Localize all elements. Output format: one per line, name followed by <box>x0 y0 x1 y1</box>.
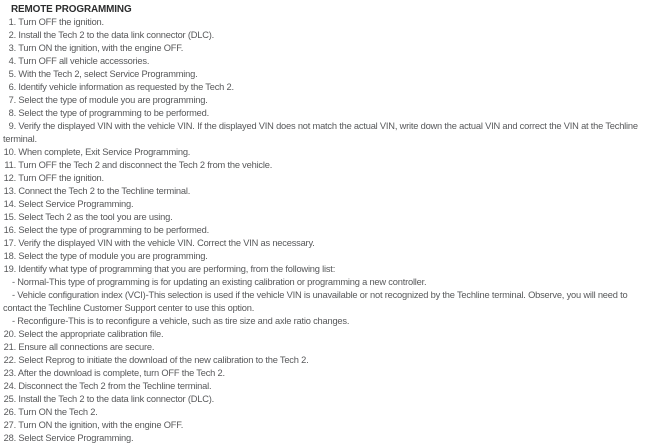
step-number: 10. <box>3 147 16 157</box>
step-number: 17. <box>3 238 16 248</box>
step-number: 2. <box>8 30 16 40</box>
step-item: 23. After the download is complete, turn OFF the Tech 2. <box>3 368 225 378</box>
step-item: 21. Ensure all connections are secure. <box>3 342 155 352</box>
step-number: 14. <box>3 199 16 209</box>
step-item: 18. Select the type of module you are programming. <box>3 251 208 261</box>
step-number: 24. <box>3 381 16 391</box>
step-item: 6. Identify vehicle information as requested by the Tech 2. <box>3 81 647 94</box>
step-item: 9. Verify the displayed VIN with the vehicle VIN. If the displayed VIN does not match the actual VIN, write down the actual VIN and correct the VIN at the Techline terminal. <box>3 121 638 144</box>
step-number: 1. <box>8 17 16 27</box>
step-number: 27. <box>3 420 16 430</box>
step-item: 20. Select the appropriate calibration file. <box>3 329 164 339</box>
step-number: 3. <box>8 43 16 53</box>
step-item: 1. Turn OFF the ignition. <box>3 16 647 29</box>
step-item: 13. Connect the Tech 2 to the Techline terminal. <box>3 186 191 196</box>
step-item: 2. Install the Tech 2 to the data link connector (DLC). <box>3 29 647 42</box>
step-item: 24. Disconnect the Tech 2 from the Techline terminal. <box>3 381 212 391</box>
sub-item: - Reconfigure-This is to reconfigure a vehicle, such as tire size and axle ratio changes. <box>12 316 350 326</box>
step-number: 9. <box>8 121 16 131</box>
step-item: 5. With the Tech 2, select Service Programming. <box>3 68 647 81</box>
step-item: 12. Turn OFF the ignition. <box>3 173 104 183</box>
dash-marker: - <box>12 316 15 326</box>
step-item: 7. Select the type of module you are programming. <box>3 94 647 107</box>
dash-marker: - <box>12 290 15 300</box>
dash-marker: - <box>12 277 15 287</box>
step-item: 26. Turn ON the Tech 2. <box>3 407 98 417</box>
step-item: 27. Turn ON the ignition, with the engine OFF. <box>3 420 184 430</box>
step-number: 28. <box>3 433 16 443</box>
step-item: 3. Turn ON the ignition, with the engine OFF. <box>3 42 647 55</box>
step-number: 13. <box>3 186 16 196</box>
step-item: 16. Select the type of programming to be performed. <box>3 225 209 235</box>
step-number: 5. <box>8 69 16 79</box>
step-number: 19. <box>3 264 16 274</box>
step-number: 8. <box>8 108 16 118</box>
step-number: 11. <box>4 160 16 170</box>
step-item: 14. Select Service Programming. <box>3 199 134 209</box>
step-item: 10. When complete, Exit Service Programming. <box>3 147 191 157</box>
step-number: 20. <box>3 329 16 339</box>
step-item: 22. Select Reprog to initiate the download of the new calibration to the Tech 2. <box>3 355 309 365</box>
step-item: 17. Verify the displayed VIN with the vehicle VIN. Correct the VIN as necessary. <box>3 238 315 248</box>
step-number: 22. <box>3 355 16 365</box>
step-item: 25. Install the Tech 2 to the data link connector (DLC). <box>3 394 215 404</box>
instruction-list <box>3 16 647 445</box>
step-number: 12. <box>3 173 16 183</box>
step-item: 8. Select the type of programming to be performed. <box>3 107 647 120</box>
step-item: 15. Select Tech 2 as the tool you are using. <box>3 212 173 222</box>
step-item: 19. Identify what type of programming that you are performing, from the following list: <box>3 264 336 274</box>
step-item: 28. Select Service Programming. <box>3 433 134 443</box>
sub-item: - Normal-This type of programming is for updating an existing calibration or programming a new controller. <box>12 277 427 287</box>
step-number: 26. <box>3 407 16 417</box>
page-title: REMOTE PROGRAMMING <box>11 4 132 15</box>
sub-item: - Vehicle configuration index (VCI)-This selection is used if the vehicle VIN is unavailable or not recognized by the Techline terminal. Observe, you will need to contact the Techline Customer Support center to use this option. <box>3 290 628 313</box>
step-item: 11. Turn OFF the Tech 2 and disconnect the Tech 2 from the vehicle. <box>4 160 273 170</box>
step-number: 21. <box>3 342 16 352</box>
step-number: 25. <box>3 394 16 404</box>
step-number: 15. <box>3 212 16 222</box>
step-number: 16. <box>3 225 16 235</box>
step-number: 6. <box>8 82 16 92</box>
step-number: 7. <box>8 95 16 105</box>
step-item: 4. Turn OFF all vehicle accessories. <box>3 55 647 68</box>
step-number: 23. <box>3 368 16 378</box>
step-number: 18. <box>3 251 16 261</box>
step-number: 4. <box>8 56 16 66</box>
